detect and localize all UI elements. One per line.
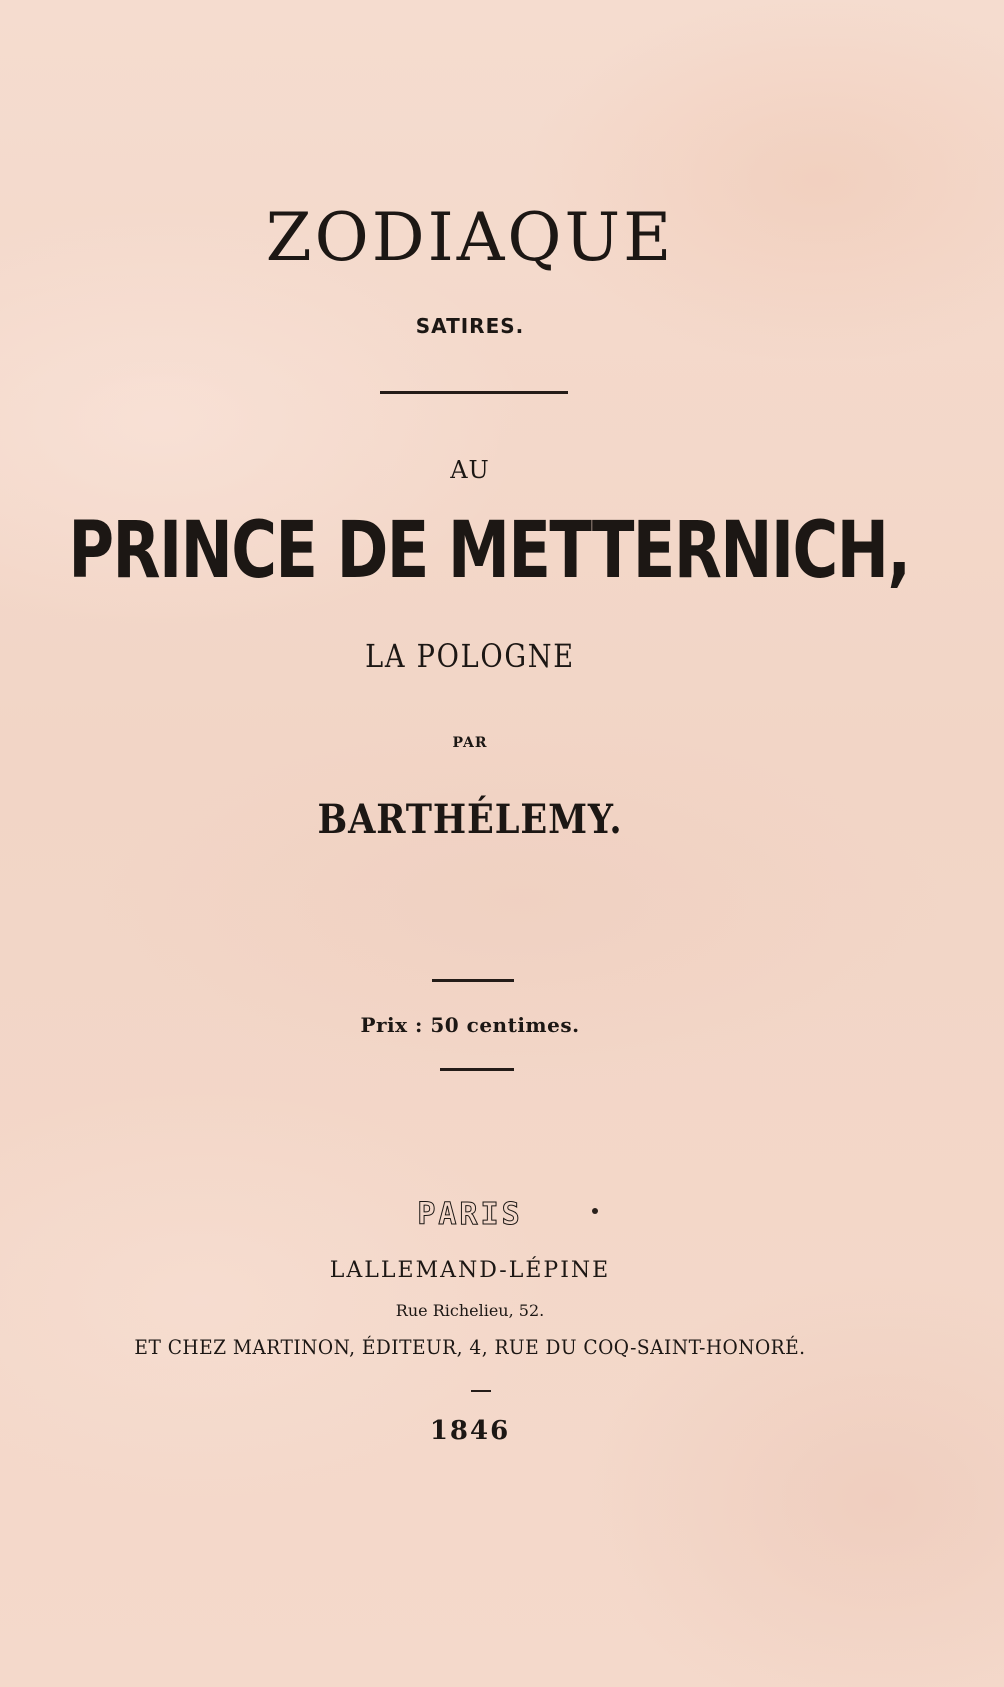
- divider-rule: [440, 1068, 514, 1071]
- dedication-prefix: AU: [450, 456, 490, 484]
- co-publisher: ET CHEZ MARTINON, ÉDITEUR, 4, RUE DU COQ-SAINT-HONORÉ.: [134, 1335, 806, 1359]
- book-subtitle: SATIRES.: [415, 314, 525, 338]
- divider-rule: [471, 1390, 491, 1392]
- publisher: LALLEMAND-LÉPINE: [329, 1258, 611, 1283]
- author-name: BARTHÉLEMY.: [317, 796, 623, 843]
- divider-rule: [432, 979, 514, 982]
- dedicatee: PRINCE DE METTERNICH,: [68, 506, 910, 596]
- by-line: PAR: [452, 735, 488, 751]
- price: Prix : 50 centimes.: [360, 1013, 580, 1037]
- topic: LA POLOGNE: [365, 637, 575, 675]
- book-title: ZODIAQUE: [265, 199, 675, 276]
- publication-city: PARIS: [417, 1197, 523, 1232]
- divider-rule: [380, 391, 568, 394]
- ink-speck: [592, 1208, 598, 1214]
- publisher-address: Rue Richelieu, 52.: [395, 1301, 545, 1320]
- publication-year: 1846: [429, 1416, 511, 1446]
